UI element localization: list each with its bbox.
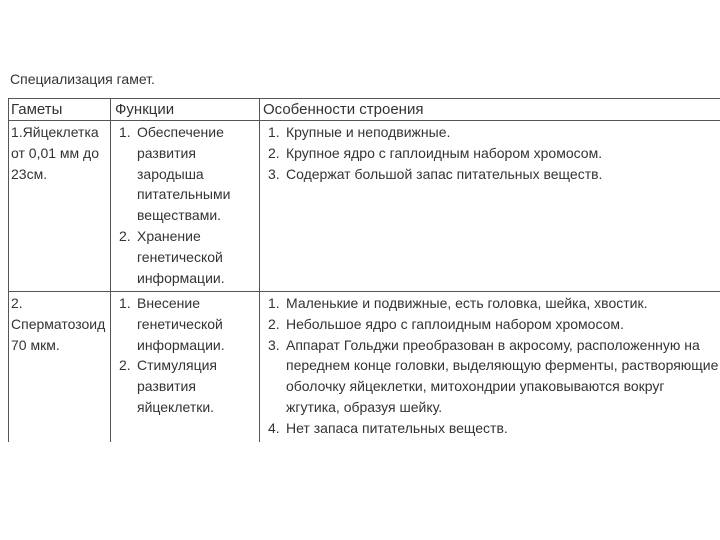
- list-item: [268, 293, 720, 314]
- features-cell: [259, 292, 720, 442]
- item-text: Небольшое ядро с гаплоидным набором хромосом.: [286, 315, 624, 332]
- gamete-table: [8, 98, 720, 442]
- gamete-cell: [8, 292, 110, 442]
- table-row-egg: [8, 121, 720, 292]
- item-text: Хранение генетической информации.: [137, 227, 225, 286]
- list-item: [119, 355, 259, 417]
- list-item: [268, 418, 720, 439]
- list-item: [268, 164, 720, 185]
- list-item: [119, 293, 259, 355]
- list-item: [268, 314, 720, 335]
- item-number: 1.: [119, 124, 131, 140]
- item-number: 3.: [268, 165, 280, 182]
- list-item: [119, 226, 259, 288]
- item-text: Маленькие и подвижные, есть головка, шейка, хвостик.: [286, 295, 648, 311]
- gamete-name: 1.Яйцеклетка от 0,01 мм до 23см.: [11, 124, 100, 182]
- gamete-name: 2. Сперматозоид 70 мкм.: [11, 295, 106, 353]
- header-gametes: Гаметы: [8, 99, 110, 120]
- document-caption: Специализация гамет.: [10, 71, 155, 87]
- item-text: Крупные и неподвижные.: [286, 124, 451, 140]
- item-number: 2.: [268, 144, 280, 161]
- item-text: Внесение генетической информации.: [137, 295, 225, 353]
- item-number: 1.: [119, 295, 131, 311]
- item-number: 4.: [268, 419, 280, 436]
- table-row-sperm: [8, 292, 720, 442]
- header-features: Особенности строения: [259, 99, 720, 120]
- features-cell: [259, 121, 720, 291]
- features-list: [260, 122, 720, 184]
- list-item: [119, 122, 259, 226]
- gamete-cell: [8, 121, 110, 291]
- functions-list: [111, 122, 259, 288]
- item-text: Содержат большой запас питательных веществ.: [286, 165, 603, 182]
- item-text: Крупное ядро с гаплоидным набором хромосом.: [286, 144, 603, 161]
- item-text: Стимуляция развития яйцеклетки.: [137, 357, 217, 415]
- item-text: Обеспечение развития зародыша питательными веществами.: [137, 124, 231, 224]
- list-item: [268, 335, 720, 418]
- item-number: 2.: [119, 357, 131, 374]
- functions-list: [111, 293, 259, 418]
- item-number: 1.: [268, 124, 280, 140]
- item-number: 1.: [268, 295, 280, 311]
- list-item: [268, 122, 720, 143]
- list-item: [268, 143, 720, 164]
- item-text: Аппарат Гольджи преобразован в акросому, расположенную на переднем конце головки, выделяющую ферменты, растворяющие оболочку яйцеклетки, митохондрии упаковываются вокруг жгутика, образуя шейку.: [286, 336, 719, 415]
- features-list: [260, 293, 720, 439]
- functions-cell: [110, 121, 259, 291]
- item-text: Нет запаса питательных веществ.: [286, 419, 508, 436]
- item-number: 3.: [268, 336, 280, 353]
- item-number: 2.: [268, 315, 280, 332]
- functions-cell: [110, 292, 259, 442]
- table-header-row: [8, 99, 720, 121]
- item-number: 2.: [119, 227, 131, 244]
- header-functions: Функции: [110, 99, 259, 120]
